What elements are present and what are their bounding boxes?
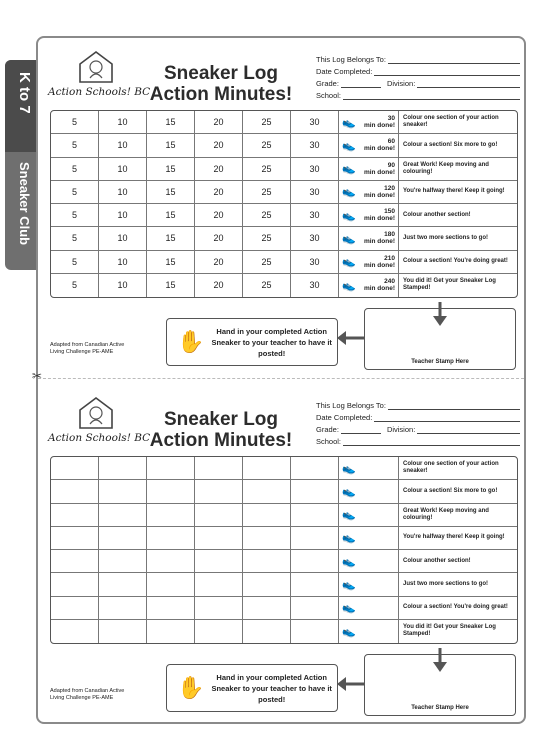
- grade-label: Grade:: [316, 425, 339, 434]
- minute-cell[interactable]: [147, 573, 195, 596]
- title: [142, 64, 300, 106]
- minute-cell[interactable]: [99, 597, 147, 620]
- minute-cell[interactable]: 10: [99, 134, 147, 157]
- minute-cell[interactable]: 20: [195, 158, 243, 181]
- minute-cell[interactable]: [99, 550, 147, 573]
- belongs-to-label: This Log Belongs To:: [316, 55, 386, 64]
- hand-in-text: Hand in your completed Action Sneaker to your teacher to have it posted!: [211, 672, 332, 704]
- milestone-cell: [339, 620, 399, 643]
- milestone-done: min done!: [363, 285, 395, 293]
- minute-cell[interactable]: 30: [291, 227, 339, 250]
- minute-cell[interactable]: [291, 573, 339, 596]
- school-label: School:: [316, 437, 342, 446]
- division-label: Division:: [386, 79, 416, 88]
- scissors-icon: ✂: [32, 369, 43, 383]
- minute-cell[interactable]: 15: [147, 134, 195, 157]
- milestone-done: min done!: [363, 261, 395, 269]
- minute-cell[interactable]: 5: [51, 204, 99, 227]
- milestone-minutes: [364, 115, 395, 129]
- milestone-done: min done!: [363, 191, 395, 199]
- minute-cell[interactable]: 30: [291, 181, 339, 204]
- date-completed-label: Date Completed:: [316, 413, 373, 422]
- sneaker-icon: 👟: [342, 256, 356, 269]
- milestone-cell: [339, 457, 399, 480]
- minute-cell[interactable]: 15: [147, 111, 195, 134]
- minute-cell[interactable]: 25: [243, 134, 291, 157]
- milestone-cell: [339, 480, 399, 503]
- minute-cell[interactable]: [51, 457, 99, 480]
- minute-cell[interactable]: [51, 480, 99, 503]
- milestone-message: Colour one section of your action sneaker!: [399, 457, 517, 480]
- teacher-stamp-label: Teacher Stamp Here: [411, 359, 469, 365]
- hand-icon: ✋: [177, 675, 205, 700]
- minute-cell[interactable]: [291, 527, 339, 550]
- minute-cell[interactable]: [291, 620, 339, 643]
- milestone-message: Colour another section!: [399, 550, 517, 573]
- minute-cell[interactable]: [147, 480, 195, 503]
- division-label: Division:: [386, 425, 416, 434]
- info-fields: [316, 398, 520, 446]
- minute-cell[interactable]: [195, 527, 243, 550]
- milestone-minutes: [364, 138, 395, 152]
- milestone-minutes: [364, 162, 395, 176]
- minute-cell[interactable]: [51, 620, 99, 643]
- grade-field[interactable]: [341, 79, 381, 88]
- minute-cell[interactable]: [147, 597, 195, 620]
- minute-cell[interactable]: [243, 527, 291, 550]
- minute-cell[interactable]: [195, 480, 243, 503]
- minute-cell[interactable]: 30: [291, 204, 339, 227]
- date-completed-field[interactable]: [374, 67, 520, 76]
- title-line-2: Action Minutes!: [149, 430, 293, 451]
- hand-icon: ✋: [177, 329, 205, 354]
- minute-cell[interactable]: 5: [51, 134, 99, 157]
- minute-cell[interactable]: 30: [291, 111, 339, 134]
- milestone-done: min done!: [363, 122, 395, 130]
- minute-cell[interactable]: [195, 573, 243, 596]
- minute-cell[interactable]: [243, 550, 291, 573]
- hand-in-box: [166, 318, 338, 366]
- sneaker-icon: 👟: [342, 209, 356, 222]
- minute-cell[interactable]: [243, 480, 291, 503]
- logo-house-icon: [76, 396, 116, 430]
- milestone-cell: [339, 550, 399, 573]
- milestone-cell: [339, 227, 399, 250]
- minute-cell[interactable]: [291, 597, 339, 620]
- sneaker-icon: 👟: [342, 139, 356, 152]
- milestone-cell: [339, 134, 399, 157]
- action-schools-logo: [48, 50, 151, 108]
- log-sheet: [32, 36, 526, 724]
- milestone-number: 180: [384, 231, 395, 239]
- milestone-cell: [339, 597, 399, 620]
- minute-cell[interactable]: [99, 573, 147, 596]
- minute-cell[interactable]: [243, 620, 291, 643]
- minute-cell[interactable]: 10: [99, 204, 147, 227]
- division-field[interactable]: [417, 79, 520, 88]
- left-arrow-icon: [336, 328, 366, 348]
- down-arrow-icon: [430, 648, 450, 674]
- minute-cell[interactable]: 5: [51, 274, 99, 297]
- minute-cell[interactable]: [147, 550, 195, 573]
- minute-cell[interactable]: [291, 457, 339, 480]
- minute-cell[interactable]: [243, 597, 291, 620]
- minute-cell[interactable]: 20: [195, 274, 243, 297]
- minute-cell[interactable]: 20: [195, 134, 243, 157]
- minute-cell[interactable]: 25: [243, 227, 291, 250]
- minute-cell[interactable]: 5: [51, 251, 99, 274]
- minute-cell[interactable]: [51, 527, 99, 550]
- milestone-cell: [339, 504, 399, 527]
- minute-cell[interactable]: [195, 620, 243, 643]
- milestone-cell: [339, 251, 399, 274]
- sneaker-icon: 👟: [342, 462, 356, 475]
- minute-cell[interactable]: [195, 597, 243, 620]
- grade-field[interactable]: [341, 425, 381, 434]
- minute-cell[interactable]: 25: [243, 274, 291, 297]
- grade-range-label: K to 7: [16, 72, 33, 114]
- milestone-number: 150: [384, 208, 395, 216]
- minute-cell[interactable]: 25: [243, 181, 291, 204]
- title-line-2: Action Minutes!: [149, 84, 293, 105]
- minute-cell[interactable]: 20: [195, 204, 243, 227]
- minute-cell[interactable]: 10: [99, 274, 147, 297]
- minute-cell[interactable]: 15: [147, 181, 195, 204]
- division-field[interactable]: [417, 425, 520, 434]
- milestone-cell: [339, 181, 399, 204]
- milestone-cell: [339, 274, 399, 297]
- belongs-to-field[interactable]: [388, 55, 520, 64]
- adapted-credit: Adapted from Canadian Active Living Challenge PE-AME: [50, 342, 125, 355]
- milestone-message: Colour a section! Six more to go!: [399, 480, 517, 503]
- logo-house-icon: [76, 50, 116, 84]
- grade-label: Grade:: [316, 79, 339, 88]
- milestone-message: Great Work! Keep moving and colouring!: [399, 504, 517, 527]
- minute-cell[interactable]: [51, 504, 99, 527]
- minute-cell[interactable]: 10: [99, 227, 147, 250]
- minute-cell[interactable]: 20: [195, 111, 243, 134]
- minutes-grid: [50, 110, 518, 298]
- logo-text: Action Schools! BC: [48, 86, 151, 98]
- date-completed-field[interactable]: [374, 413, 520, 422]
- milestone-message: Just two more sections to go!: [399, 573, 517, 596]
- minute-cell[interactable]: 10: [99, 158, 147, 181]
- down-arrow-icon: [430, 302, 450, 328]
- sneaker-icon: 👟: [342, 532, 356, 545]
- logo-text: Action Schools! BC: [48, 432, 151, 444]
- milestone-message: Colour one section of your action sneaker!: [399, 111, 517, 134]
- milestone-cell: [339, 573, 399, 596]
- minute-cell[interactable]: 15: [147, 227, 195, 250]
- minute-cell[interactable]: [99, 620, 147, 643]
- minute-cell[interactable]: [195, 550, 243, 573]
- school-label: School:: [316, 91, 342, 100]
- minute-cell[interactable]: [195, 457, 243, 480]
- milestone-done: min done!: [363, 168, 395, 176]
- minute-cell[interactable]: 20: [195, 251, 243, 274]
- minute-cell[interactable]: 25: [243, 204, 291, 227]
- hand-in-text: Hand in your completed Action Sneaker to your teacher to have it posted!: [211, 326, 332, 358]
- minute-cell[interactable]: 5: [51, 181, 99, 204]
- action-schools-logo: [48, 396, 151, 454]
- minute-cell[interactable]: 30: [291, 134, 339, 157]
- milestone-message: Colour another section!: [399, 204, 517, 227]
- info-fields: [316, 52, 520, 100]
- title-line-1: Sneaker Log: [163, 63, 279, 84]
- milestone-message: Colour a section! Six more to go!: [399, 134, 517, 157]
- milestone-number: 60: [387, 138, 395, 146]
- milestone-message: You did it! Get your Sneaker Log Stamped!: [403, 278, 496, 292]
- minute-cell[interactable]: 30: [291, 158, 339, 181]
- milestone-minutes: [364, 231, 395, 245]
- minute-cell[interactable]: [51, 573, 99, 596]
- cut-line: [38, 378, 524, 379]
- minute-cell[interactable]: 25: [243, 251, 291, 274]
- milestone-cell: [339, 204, 399, 227]
- milestone-number: 120: [384, 184, 395, 192]
- minute-cell[interactable]: [51, 550, 99, 573]
- footer: [38, 654, 524, 720]
- minute-cell[interactable]: [99, 527, 147, 550]
- sneaker-icon: 👟: [342, 509, 356, 522]
- school-field[interactable]: [343, 91, 520, 100]
- teacher-stamp-label: Teacher Stamp Here: [411, 705, 469, 711]
- milestone-done: min done!: [363, 215, 395, 223]
- minute-cell[interactable]: 30: [291, 274, 339, 297]
- minute-cell[interactable]: 15: [147, 251, 195, 274]
- hand-in-box: [166, 664, 338, 712]
- milestone-message: Great Work! Keep moving and colouring!: [399, 158, 517, 181]
- minute-cell[interactable]: [291, 504, 339, 527]
- left-arrow-icon: [336, 674, 366, 694]
- milestone-message: Colour a section! You're doing great!: [399, 597, 517, 620]
- minute-cell[interactable]: [99, 504, 147, 527]
- minute-cell[interactable]: 10: [99, 251, 147, 274]
- milestone-number: 30: [387, 115, 395, 123]
- milestone-minutes: [364, 255, 395, 269]
- milestone-message: You did it! Get your Sneaker Log Stamped!: [403, 624, 496, 638]
- milestone-cell: [339, 527, 399, 550]
- sneaker-icon: 👟: [342, 163, 356, 176]
- minute-cell[interactable]: 15: [147, 158, 195, 181]
- minute-cell[interactable]: [99, 480, 147, 503]
- school-field[interactable]: [343, 437, 520, 446]
- title: [142, 410, 300, 452]
- sneaker-icon: 👟: [342, 485, 356, 498]
- minute-cell[interactable]: 5: [51, 227, 99, 250]
- milestone-done: min done!: [363, 145, 395, 153]
- sneaker-icon: 👟: [342, 555, 356, 568]
- milestone-number: 90: [387, 161, 395, 169]
- milestone-message: You're halfway there! Keep it going!: [399, 181, 517, 204]
- date-completed-label: Date Completed:: [316, 67, 373, 76]
- minute-cell[interactable]: [195, 504, 243, 527]
- club-label: Sneaker Club: [17, 162, 32, 246]
- minute-cell[interactable]: 10: [99, 181, 147, 204]
- sneaker-icon: 👟: [342, 578, 356, 591]
- minute-cell[interactable]: [147, 527, 195, 550]
- minute-cell[interactable]: [147, 620, 195, 643]
- milestone-message: Just two more sections to go!: [399, 227, 517, 250]
- minute-cell[interactable]: 15: [147, 204, 195, 227]
- milestone-minutes: [364, 185, 395, 199]
- minute-cell[interactable]: [243, 573, 291, 596]
- minute-cell[interactable]: [291, 550, 339, 573]
- milestone-number: 210: [384, 254, 395, 262]
- minute-cell[interactable]: [243, 504, 291, 527]
- minute-cell[interactable]: 15: [147, 274, 195, 297]
- milestone-minutes: [364, 208, 395, 222]
- milestone-cell: [339, 158, 399, 181]
- minute-cell[interactable]: [51, 597, 99, 620]
- sneaker-icon: 👟: [342, 625, 356, 638]
- sneaker-icon: 👟: [342, 232, 356, 245]
- minute-cell[interactable]: 25: [243, 111, 291, 134]
- milestone-cell: [339, 111, 399, 134]
- minute-cell[interactable]: [99, 457, 147, 480]
- milestone-minutes: [364, 278, 395, 292]
- sneaker-icon: 👟: [342, 602, 356, 615]
- minute-cell[interactable]: 20: [195, 227, 243, 250]
- minute-cell[interactable]: 10: [99, 111, 147, 134]
- adapted-credit: Adapted from Canadian Active Living Challenge PE-AME: [50, 688, 125, 701]
- sneaker-icon: 👟: [342, 116, 356, 129]
- belongs-to-label: This Log Belongs To:: [316, 401, 386, 410]
- title-line-1: Sneaker Log: [163, 409, 279, 430]
- minute-cell[interactable]: 20: [195, 181, 243, 204]
- minute-cell[interactable]: 5: [51, 158, 99, 181]
- minute-cell[interactable]: 30: [291, 251, 339, 274]
- minute-cell[interactable]: [147, 504, 195, 527]
- belongs-to-field[interactable]: [388, 401, 520, 410]
- milestone-done: min done!: [363, 238, 395, 246]
- milestone-message: Colour a section! You're doing great!: [399, 251, 517, 274]
- footer: [38, 308, 524, 374]
- minute-cell[interactable]: 5: [51, 111, 99, 134]
- minutes-grid-blank: [50, 456, 518, 644]
- minute-cell[interactable]: [243, 457, 291, 480]
- sneaker-icon: 👟: [342, 279, 356, 292]
- minute-cell[interactable]: [291, 480, 339, 503]
- milestone-number: 240: [384, 278, 395, 286]
- minute-cell[interactable]: [147, 457, 195, 480]
- minute-cell[interactable]: 25: [243, 158, 291, 181]
- sneaker-icon: 👟: [342, 186, 356, 199]
- milestone-message: You're halfway there! Keep it going!: [399, 527, 517, 550]
